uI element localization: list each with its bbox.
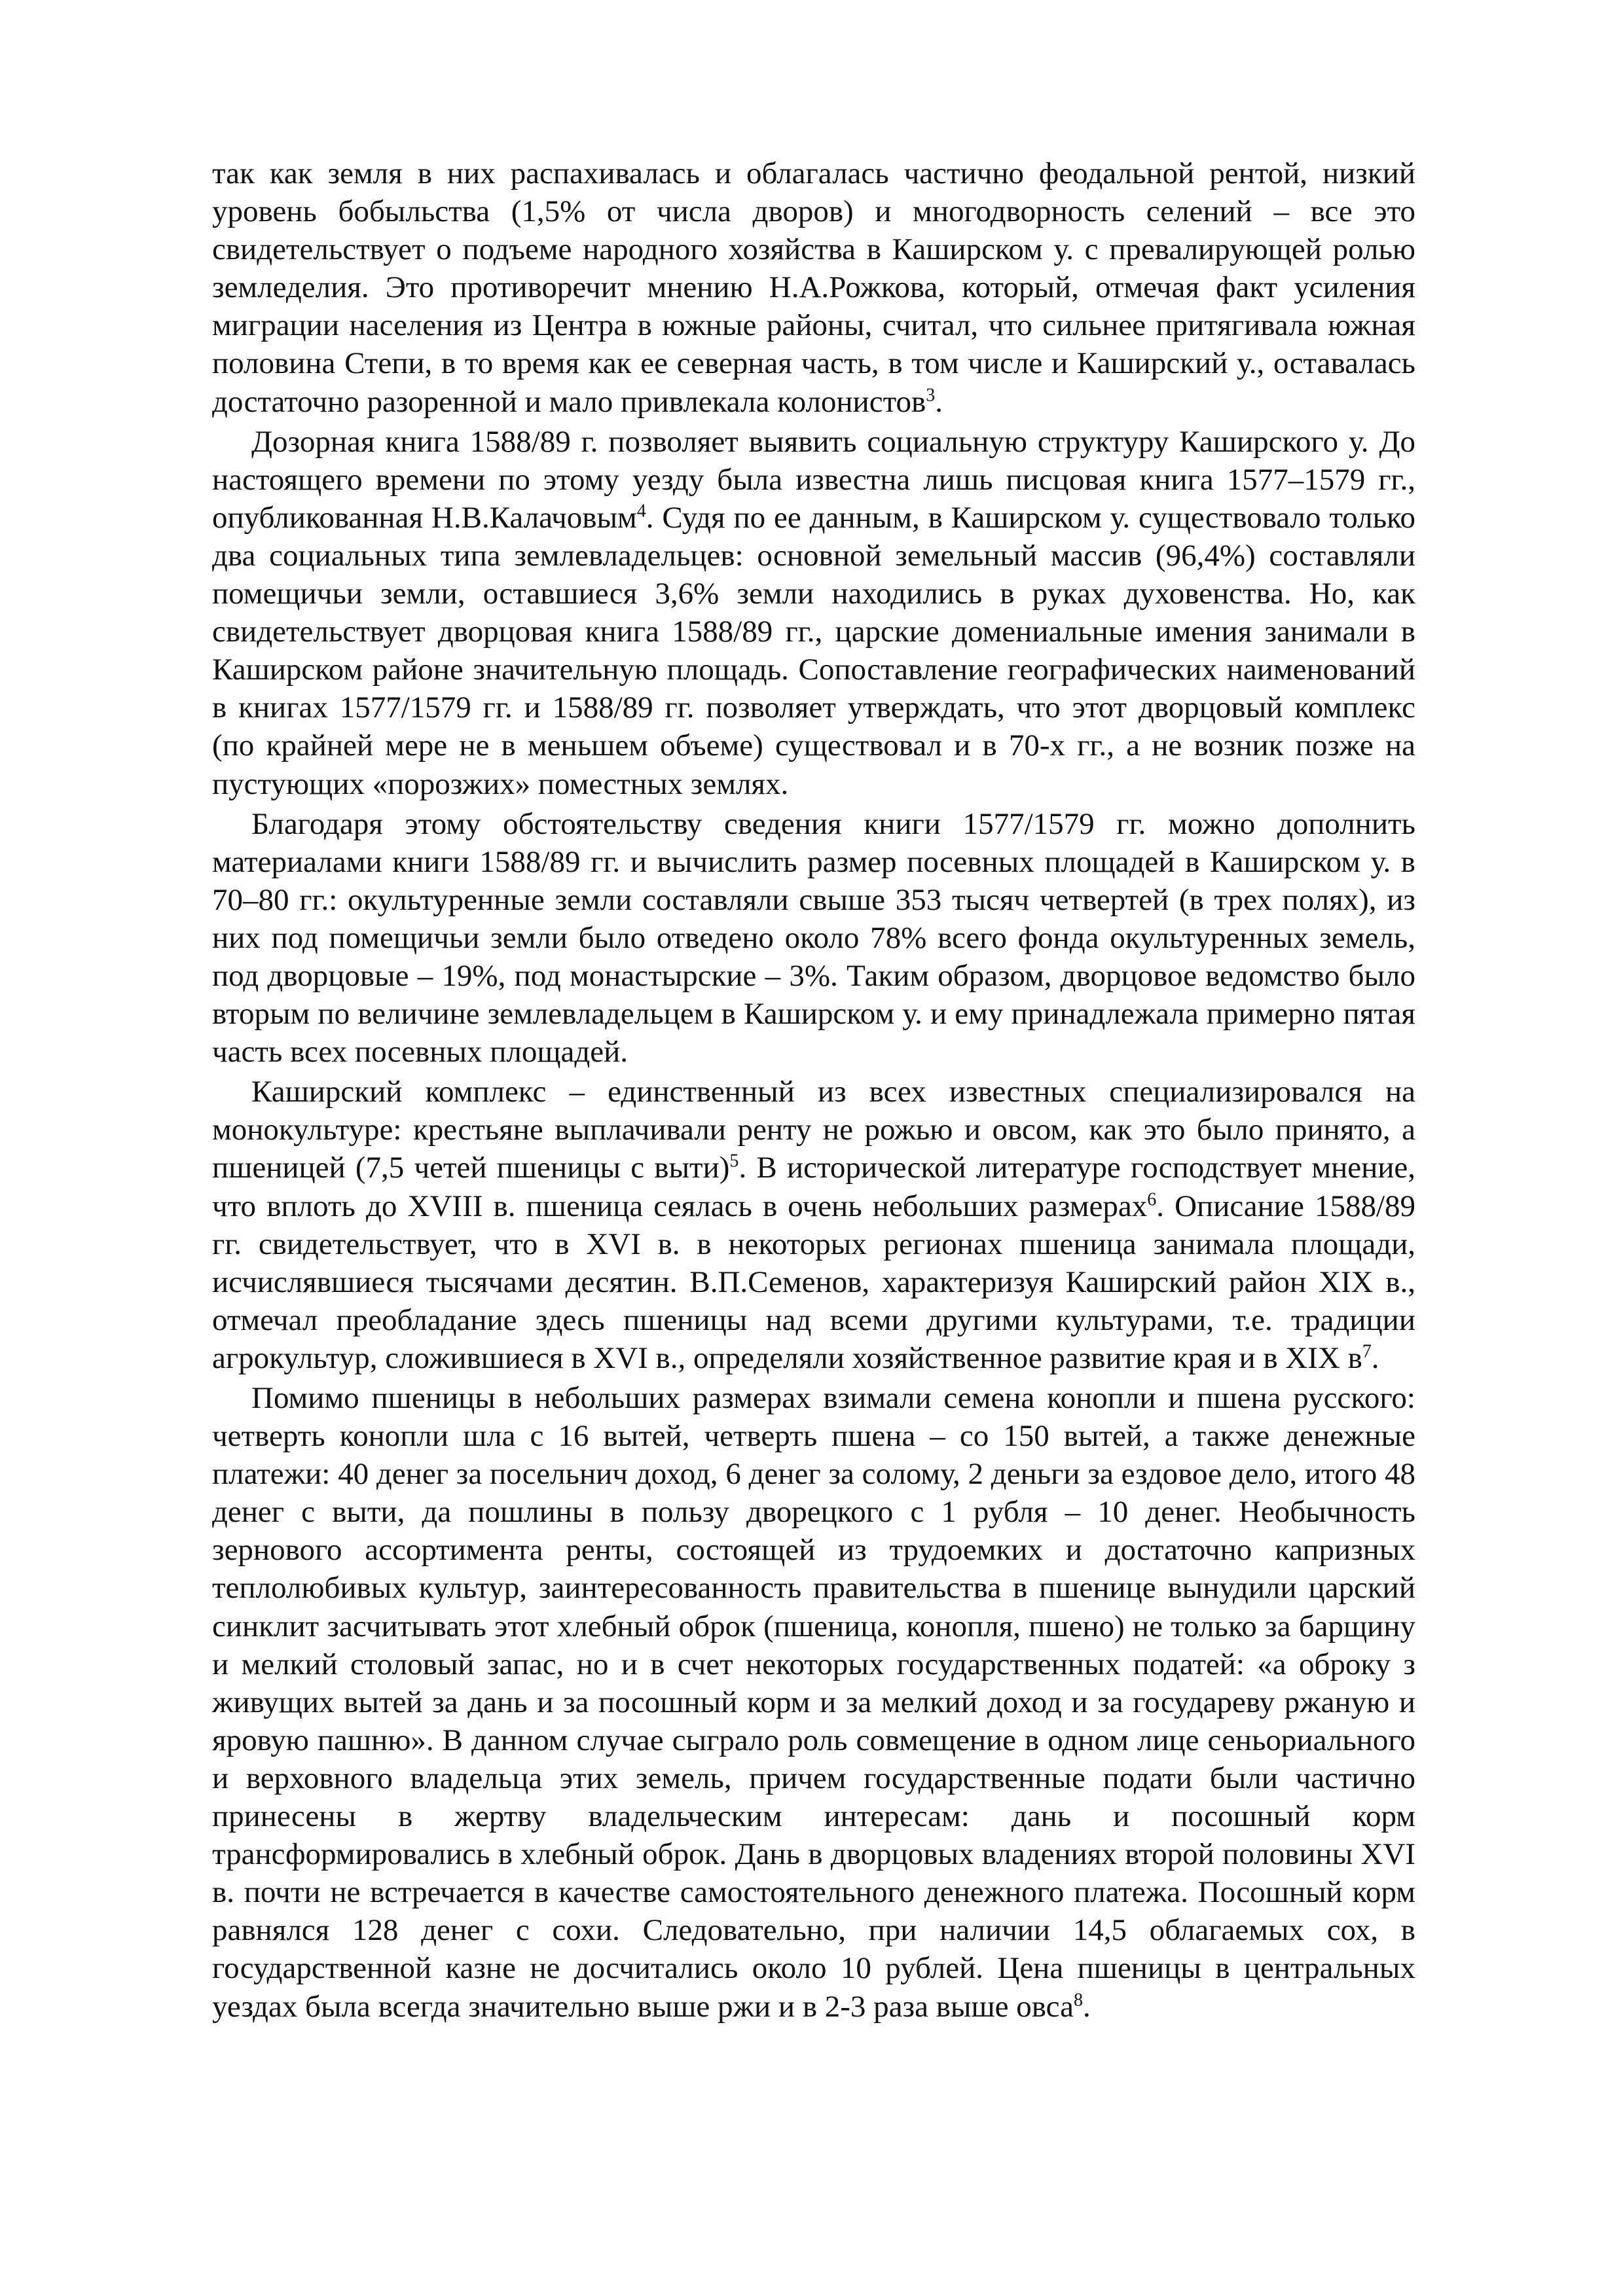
- paragraph-1: так как земля в них распахивалась и облагалась частично феодальной рентой, низкий уровень бобыльства (1,5% от числа дворов) и многодворность селений – все это свидетельствует о подъеме народного хозяйства в Каширском у. с превалирующей ролью земледелия. Это противоречит мнению Н.А.Рожкова, который, отмечая факт усиления миграции населения из Центра в южные районы, считал, что сильнее притягивала южная половина Степи, в то время как ее северная часть, в том числе и Каширский у., оставалась достаточно разоренной и мало привлекала колонистов$^3$.: [212, 156, 1415, 419]
- paragraph-2: Дозорная книга 1588/89 г. позволяет выявить социальную структуру Каширского у. До настоящего времени по этому уезду была известна лишь писцовая книга 1577–1579 гг., опубликованная Н.В.Калачовым$^4$. Судя по ее данным, в Каширском у. существовало только два социальных типа землевладельцев: основной земельный массив (96,4%) составляли помещичьи земли, оставшиеся 3,6% земли находились в руках духовенства. Но, как свидетельствует дворцовая книга 1588/89 гг., царские домениальные имения занимали в Каширском районе значительную площадь. Сопоставление географических наименований в книгах 1577/1579 гг. и 1588/89 гг. позволяет утверждать, что этот дворцовый комплекс (по крайней мере не в меньшем объеме) существовал и в 70-х гг., а не возник позже на пустующих «порозжих» поместных землях.: [212, 424, 1415, 801]
- paragraph-5: Помимо пшеницы в небольших размерах взимали семена конопли и пшена русского: четверть конопли шла с 16 вытей, четверть пшена – со 150 вытей, а также денежные платежи: 40 денег за посельнич доход, 6 денег за солому, 2 деньги за ездовое дело, итого 48 денег с выти, да пошлины в пользу дворецкого с 1 рубля – 10 денег. Необычность зернового ассортимента ренты, состоящей из трудоемких и достаточно капризных теплолюбивых культур, заинтересованность правительства в пшенице вынудили царский синклит засчитывать этот хлебный оброк (пшеница, конопля, пшено) не только за барщину и мелкий столовый запас, но и в счет некоторых государственных податей: «а оброку з живущих вытей за дань и за посошный корм и за мелкий доход и за государеву ржаную и яровую пашню». В данном случае сыграло роль совмещение в одном лице сеньориального и верховного владельца этих земель, причем государственные подати были частично принесены в жертву владельческим интересам: дань и посошный корм трансформировались в хлебный оброк. Дань в дворцовых владениях второй половины XVI в. почти не встречается в качестве самостоятельного денежного платежа. Посошный корм равнялся 128 денег с сохи. Следовательно, при наличии 14,5 облагаемых сох, в государственной казне не досчитались около 10 рублей. Цена пшеницы в центральных уездах была всегда значительно выше ржи и в 2-3 раза выше овса$^8$.: [212, 1381, 1415, 2024]
- footnote-ref-3[interactable]: 3: [926, 384, 936, 405]
- footnote-ref-7[interactable]: 7: [1362, 1341, 1372, 1362]
- paragraph-3: Благодаря этому обстоятельству сведения книги 1577/1579 гг. можно дополнить материалами книги 1588/89 гг. и вычислить размер посевных площадей в Каширском у. в 70–80 гг.: окультуренные земли составляли свыше 353 тысяч четвертей (в трех полях), из них под помещичьи земли было отведено около 78% всего фонда окультуренных земель, под дворцовые – 19%, под монастырские – 3%. Таким образом, дворцовое ведомство было вторым по величине землевладельцем в Каширском у. и ему принадлежала примерно пятая часть всех посевных площадей.: [212, 806, 1415, 1069]
- paragraph-4: Каширский комплекс – единственный из всех известных специализировался на монокультуре: крестьяне выплачивали ренту не рожью и овсом, как это было принято, а пшеницей (7,5 четей пшеницы с выти)$^5$. В исторической литературе господствует мнение, что вплоть до XVIII в. пшеница сеялась в очень небольших размерах$^6$. Описание 1588/89 гг. свидетельствует, что в XVI в. в некоторых регионах пшеница занимала площади, исчислявшиеся тысячами десятин. В.П.Семенов, характеризуя Каширский район XIX в., отмечал преобладание здесь пшеницы над всеми другими культурами, т.е. традиции агрокультур, сложившиеся в XVI в., определяли хозяйственное развитие края и в XIX $в^7$.: [212, 1075, 1416, 1375]
- footnote-ref-8[interactable]: 8: [1073, 1989, 1083, 2010]
- footnote-ref-6[interactable]: 6: [1147, 1189, 1157, 1210]
- body-text: [212, 154, 1415, 2026]
- footnote-ref-5[interactable]: 5: [729, 1151, 739, 1172]
- footnote-ref-4[interactable]: 4: [636, 501, 646, 522]
